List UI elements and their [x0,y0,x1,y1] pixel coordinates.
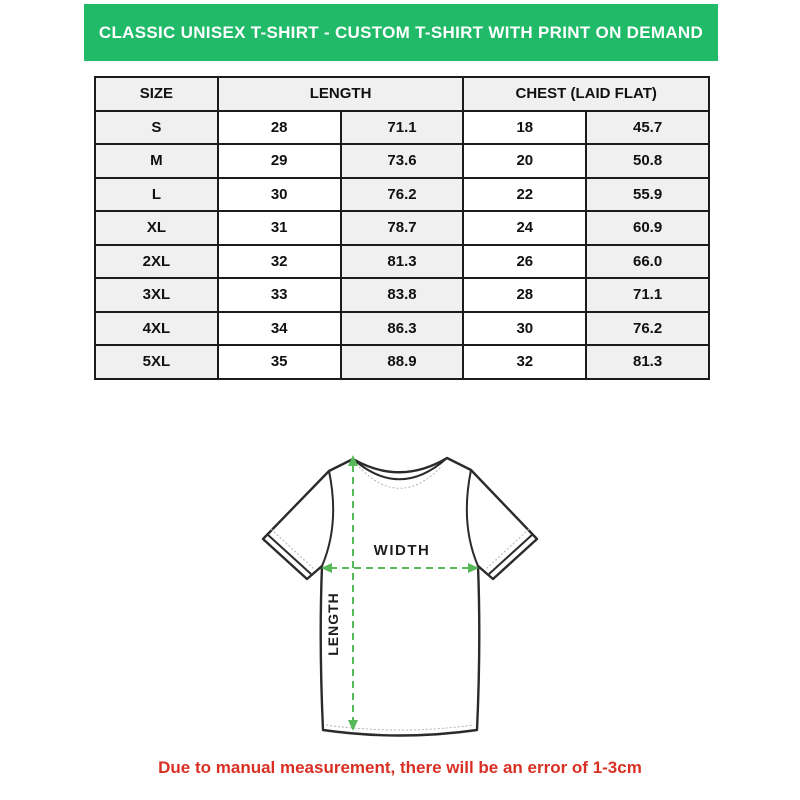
size-cell: S [95,111,218,145]
length-in-cell: 32 [218,245,341,279]
length-in-cell: 33 [218,278,341,312]
chest-in-cell: 18 [463,111,586,145]
chest-in-cell: 30 [463,312,586,346]
size-cell: 2XL [95,245,218,279]
table-row [95,111,709,145]
size-cell: 3XL [95,278,218,312]
tshirt-outline [263,458,537,736]
length-in-cell: 28 [218,111,341,145]
chest-in-cell: 22 [463,178,586,212]
size-cell: 5XL [95,345,218,379]
chest-cm-cell: 50.8 [586,144,709,178]
table-row [95,178,709,212]
chest-cm-cell: 81.3 [586,345,709,379]
length-cm-cell: 81.3 [341,245,464,279]
tshirt-diagram [250,442,550,742]
chest-cm-cell: 55.9 [586,178,709,212]
chest-cm-cell: 45.7 [586,111,709,145]
title-banner [84,4,718,61]
size-column-header: SIZE [95,77,218,111]
length-cm-cell: 83.8 [341,278,464,312]
table-header-row [95,77,709,111]
length-cm-cell: 86.3 [341,312,464,346]
length-cm-cell: 73.6 [341,144,464,178]
size-table [94,76,710,380]
length-column-header: LENGTH [218,77,464,111]
length-in-cell: 31 [218,211,341,245]
table-row [95,312,709,346]
length-in-cell: 35 [218,345,341,379]
size-cell: 4XL [95,312,218,346]
length-cm-cell: 78.7 [341,211,464,245]
chest-cm-cell: 76.2 [586,312,709,346]
width-label: WIDTH [373,542,431,559]
chest-cm-cell: 71.1 [586,278,709,312]
chest-in-cell: 26 [463,245,586,279]
chest-column-header: CHEST (LAID FLAT) [463,77,709,111]
chest-in-cell: 20 [463,144,586,178]
table-row [95,278,709,312]
chest-in-cell: 32 [463,345,586,379]
length-cm-cell: 71.1 [341,111,464,145]
size-cell: XL [95,211,218,245]
length-cm-cell: 76.2 [341,178,464,212]
length-in-cell: 29 [218,144,341,178]
table-row [95,345,709,379]
chest-in-cell: 28 [463,278,586,312]
table-row [95,245,709,279]
length-cm-cell: 88.9 [341,345,464,379]
page-title: CLASSIC UNISEX T-SHIRT - CUSTOM T-SHIRT WITH PRINT ON DEMAND [98,22,704,42]
length-label: LENGTH [325,592,341,656]
length-in-cell: 30 [218,178,341,212]
chest-in-cell: 24 [463,211,586,245]
length-in-cell: 34 [218,312,341,346]
size-chart-table [94,76,710,380]
table-row [95,144,709,178]
measurement-error-note: Due to manual measurement, there will be an error of 1-3cm [158,758,642,777]
size-cell: M [95,144,218,178]
table-row [95,211,709,245]
chest-cm-cell: 60.9 [586,211,709,245]
chest-cm-cell: 66.0 [586,245,709,279]
size-cell: L [95,178,218,212]
